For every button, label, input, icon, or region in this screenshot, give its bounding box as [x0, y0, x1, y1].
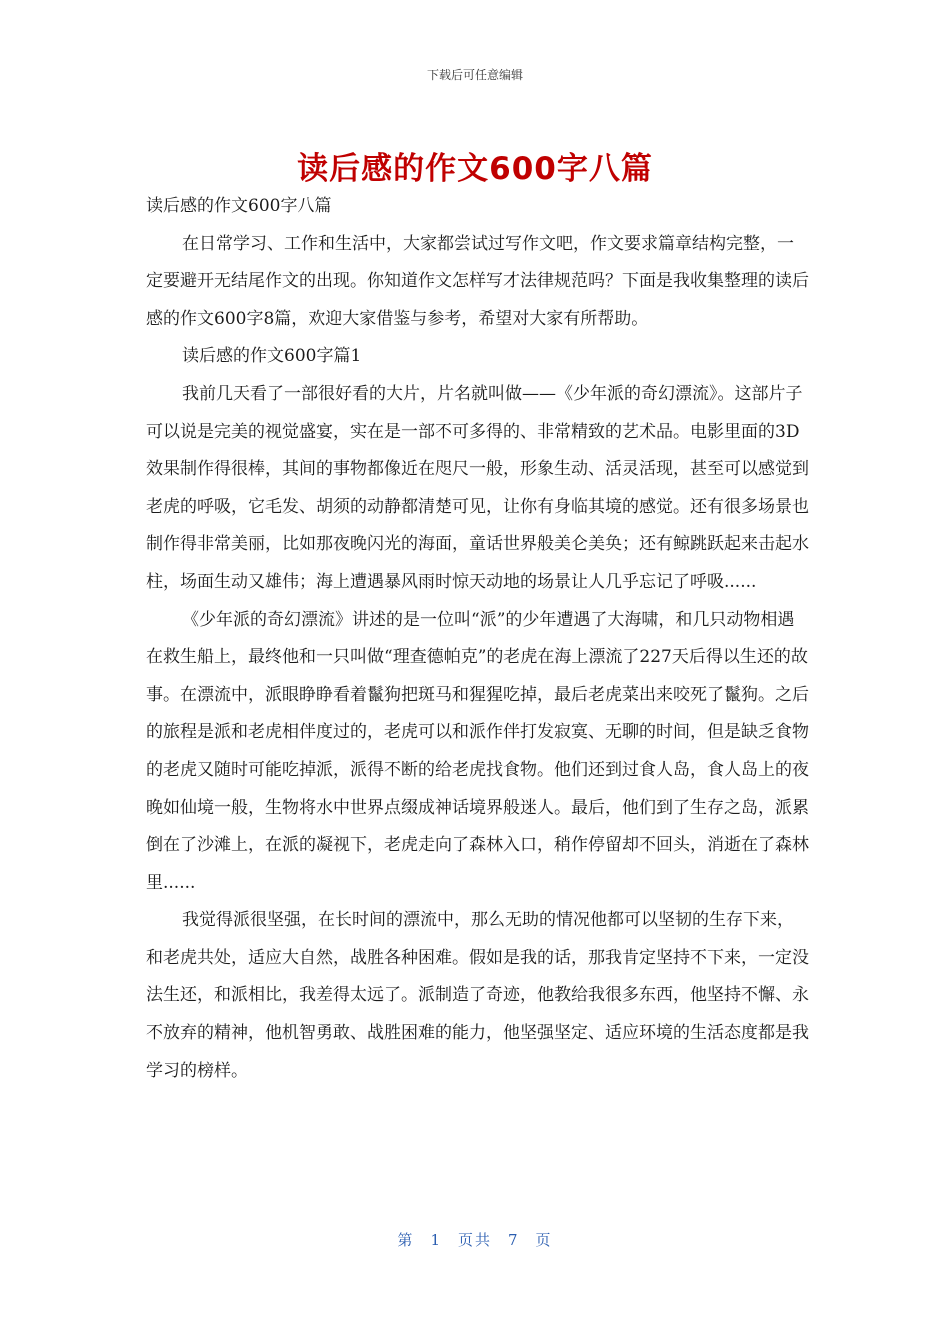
document-body — [146, 188, 810, 1090]
document-title: 读后感的作文600字八篇 — [297, 151, 653, 187]
page-footer — [0, 1229, 950, 1250]
footer-current-page: 1 — [430, 1231, 442, 1249]
header-note: 下载后可任意编辑 — [426, 68, 523, 82]
section-heading: 读后感的作文600字篇1 — [182, 346, 362, 367]
subtitle-line: 读后感的作文600字八篇 — [146, 196, 332, 216]
footer-total-pages: 7 — [508, 1231, 520, 1249]
body-paragraph: 《少年派的奇幻漂流》讲述的是一位叫“派”的少年遭遇了大海啸，和几只动物相遇在救生船上，最终他和一只叫做“理查德帕克”的老虎在海上漂流了227天后得以生还的故事。在漂流中，派眼睁睁看着鬣狗把斑马和猩猩吃掉，最后老虎菜出来咬死了鬣狗。之后的旅程是派和老虎相伴度过的，老虎可以和派作伴打发寂寞、无聊的时间，但是缺乏食物的老虎又随时可能吃掉派，派得不断的给老虎找食物。他们还到过食人岛，食人岛上的夜晚如仙境一般，生物将水中世界点缀成神话境界般迷人。最后，他们到了生存之岛，派累倒在了沙滩上，在派的凝视下，老虎走向了森林入口，稍作停留却不回头，消逝在了森林里...... — [146, 609, 809, 893]
footer-middle: 页共 — [457, 1231, 492, 1249]
footer-suffix: 页 — [535, 1231, 553, 1249]
body-paragraph: 我觉得派很坚强，在长时间的漂流中，那么无助的情况他都可以坚韧的生存下来，和老虎共处，适应大自然，战胜各种困难。假如是我的话，那我肯定坚持不下来，一定没法生还，和派相比，我差得太远了。派制造了奇迹，他教给我很多东西，他坚持不懈、永不放弃的精神，他机智勇敢、战胜困难的能力，他坚强坚定、适应环境的生活态度都是我学习的榜样。 — [146, 910, 809, 1081]
footer-prefix: 第 — [397, 1231, 415, 1249]
body-paragraph: 我前几天看了一部很好看的大片，片名就叫做——《少年派的奇幻漂流》。这部片子可以说是完美的视觉盛宴，实在是一部不可多得的、非常精致的艺术品。电影里面的3D效果制作得很棒，其间的事物都像近在咫尺一般，形象生动、活灵活现，甚至可以感觉到老虎的呼吸，它毛发、胡须的动静都清楚可见，让你有身临其境的感觉。还有很多场景也制作得非常美丽，比如那夜晚闪光的海面，童话世界般美仑美奂；还有鲸跳跃起来击起水柱，场面生动又雄伟；海上遭遇暴风雨时惊天动地的场景让人几乎忘记了呼吸...... — [146, 383, 809, 592]
intro-paragraph: 在日常学习、工作和生活中，大家都尝试过写作文吧，作文要求篇章结构完整，一定要避开无结尾作文的出现。你知道作文怎样写才法律规范吗？下面是我收集整理的读后感的作文600字8篇，欢迎大家借鉴与参考，希望对大家有所帮助。 — [146, 233, 809, 329]
